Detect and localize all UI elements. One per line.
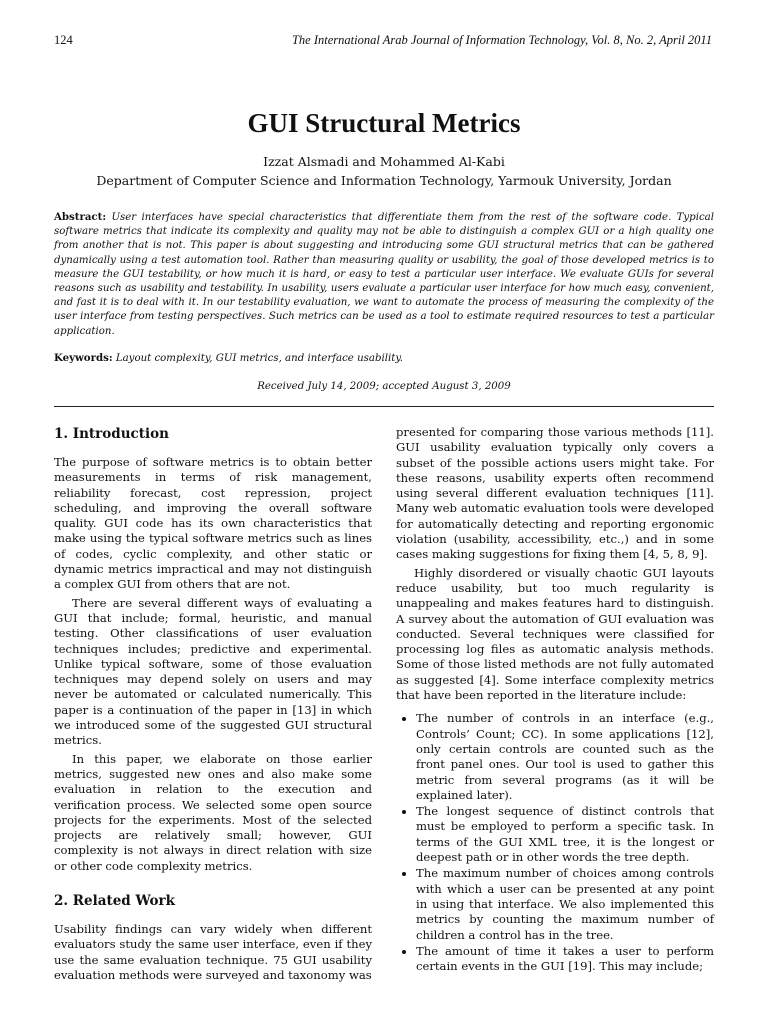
list-item: • The amount of time it takes a user to perform certain events in the GUI [19]. This may include; — [416, 944, 714, 975]
keywords-text: Layout complexity, GUI metrics, and interface usability. — [115, 353, 403, 364]
right-column — [396, 425, 714, 975]
affiliation: Department of Computer Science and Information Technology, Yarmouk University, Jordan — [96, 173, 672, 188]
metrics-list — [396, 711, 714, 974]
section-divider — [54, 406, 714, 407]
paragraph: presented for comparing those various methods [11]. GUI usability evaluation typically only covers a subset of the possible actions users might take. For these reasons, usability experts often recommend using several different evaluation techniques [11]. Many web automatic evaluation tools were developed for automatically detecting and reporting ergonomic violation (usability, accessibility, etc.,) and in some cases making suggestions for fixing them [4, 5, 8, 9]. — [396, 425, 714, 562]
journal-citation: The International Arab Journal of Information Technology, Vol. 8, No. 2, April 2011 — [291, 33, 712, 47]
abstract-text: User interfaces have special characteristics that differentiate them from the rest of the software code. Typical software metrics that indicate its complexity and quality may not be able to distinguish a complex GUI or a high quality one from another that is not. This paper is about suggesting and introducing some GUI structural metrics that can be gathered dynamically using a test automation tool. Rather than measuring quality or usability, the goal of those developed metrics is to measure the GUI testability, or how much it is hard, or easy to test a particular user interface. We evaluate GUIs for several reasons such as usability and testability. In usability, users evaluate a particular user interface for how much easy, convenient, and fast it is to deal with it. In our testability evaluation, we want to automate the process of measuring the complexity of the user interface from testing perspectives. Such metrics can be used as a tool to estimate required resources to test a particular application. — [54, 212, 714, 337]
page-number: 124 — [54, 33, 73, 47]
received-dates: Received July 14, 2009; accepted August 3, 2009 — [257, 381, 511, 392]
author-names: Izzat Alsmadi and Mohammed Al-Kabi — [263, 154, 505, 169]
list-item: • The maximum number of choices among controls with which a user can be presented at any point in using that interface. We also implemented this metrics by counting the maximum number of children a control has in the tree. — [416, 866, 714, 942]
abstract — [54, 210, 714, 339]
paragraph: There are several different ways of evaluating a GUI that include; formal, heuristic, and manual testing. Other classifications of user evaluation techniques includes; predictive and experimental. Unlike typical software, some of those evaluation techniques may depend solely on users and may never be automated or calculated numerically. This paper is a continuation of the paper in [13] in which we introduced some of the suggested GUI structural metrics. — [54, 595, 372, 748]
running-header — [54, 33, 712, 48]
paper-title: GUI Structural Metrics — [247, 108, 521, 138]
keywords — [54, 351, 714, 366]
paragraph: Highly disordered or visually chaotic GUI layouts reduce usability, but too much regularity is unappealing and makes features hard to distinguish. A survey about the automation of GUI evaluation was conducted. Several techniques were classified for processing log files as automatic analysis methods. Some of those listed methods are not fully automated as suggested [4]. Some interface complexity metrics that have been reported in the literature include: — [396, 565, 714, 703]
list-item: • The longest sequence of distinct controls that must be employed to perform a specific task. In terms of the GUI XML tree, it is the longest or deepest path or in other words the tree depth. — [416, 804, 714, 865]
abstract-label: Abstract: — [54, 211, 107, 223]
introduction-heading: 1. Introduction — [54, 426, 169, 442]
left-column — [54, 425, 372, 986]
related-work-heading: 2. Related Work — [54, 893, 175, 910]
keywords-label: Keywords: — [54, 352, 113, 364]
paragraph: Usability findings can vary widely when different evaluators study the same user interface, even if they use the same evaluation technique. 75 GUI usability evaluation methods were surveyed and taxonomy was — [54, 922, 372, 982]
paragraph: In this paper, we elaborate on those earlier metrics, suggested new ones and also make some evaluation in relation to the execution and verification process. We selected some open source projects for the experiments. Most of the selected projects are relatively small; however, GUI complexity is not always in direct relation with size or other code complexity metrics. — [54, 751, 372, 873]
paragraph: The purpose of software metrics is to obtain better measurements in terms of risk management, reliability forecast, cost repression, project scheduling, and improving the overall software quality. GUI code has its own characteristics that make using the typical software metrics such as lines of codes, cyclic complexity, and other static or dynamic metrics impractical and may not distinguish a complex GUI from others that are not. — [54, 455, 372, 592]
list-item: • The number of controls in an interface (e.g., Controls’ Count; CC). In some applications [12], only certain controls are counted such as the front panel ones. Our tool is used to gather this metric from several programs (as it will be explained later). — [416, 711, 714, 803]
author-block — [0, 152, 768, 190]
